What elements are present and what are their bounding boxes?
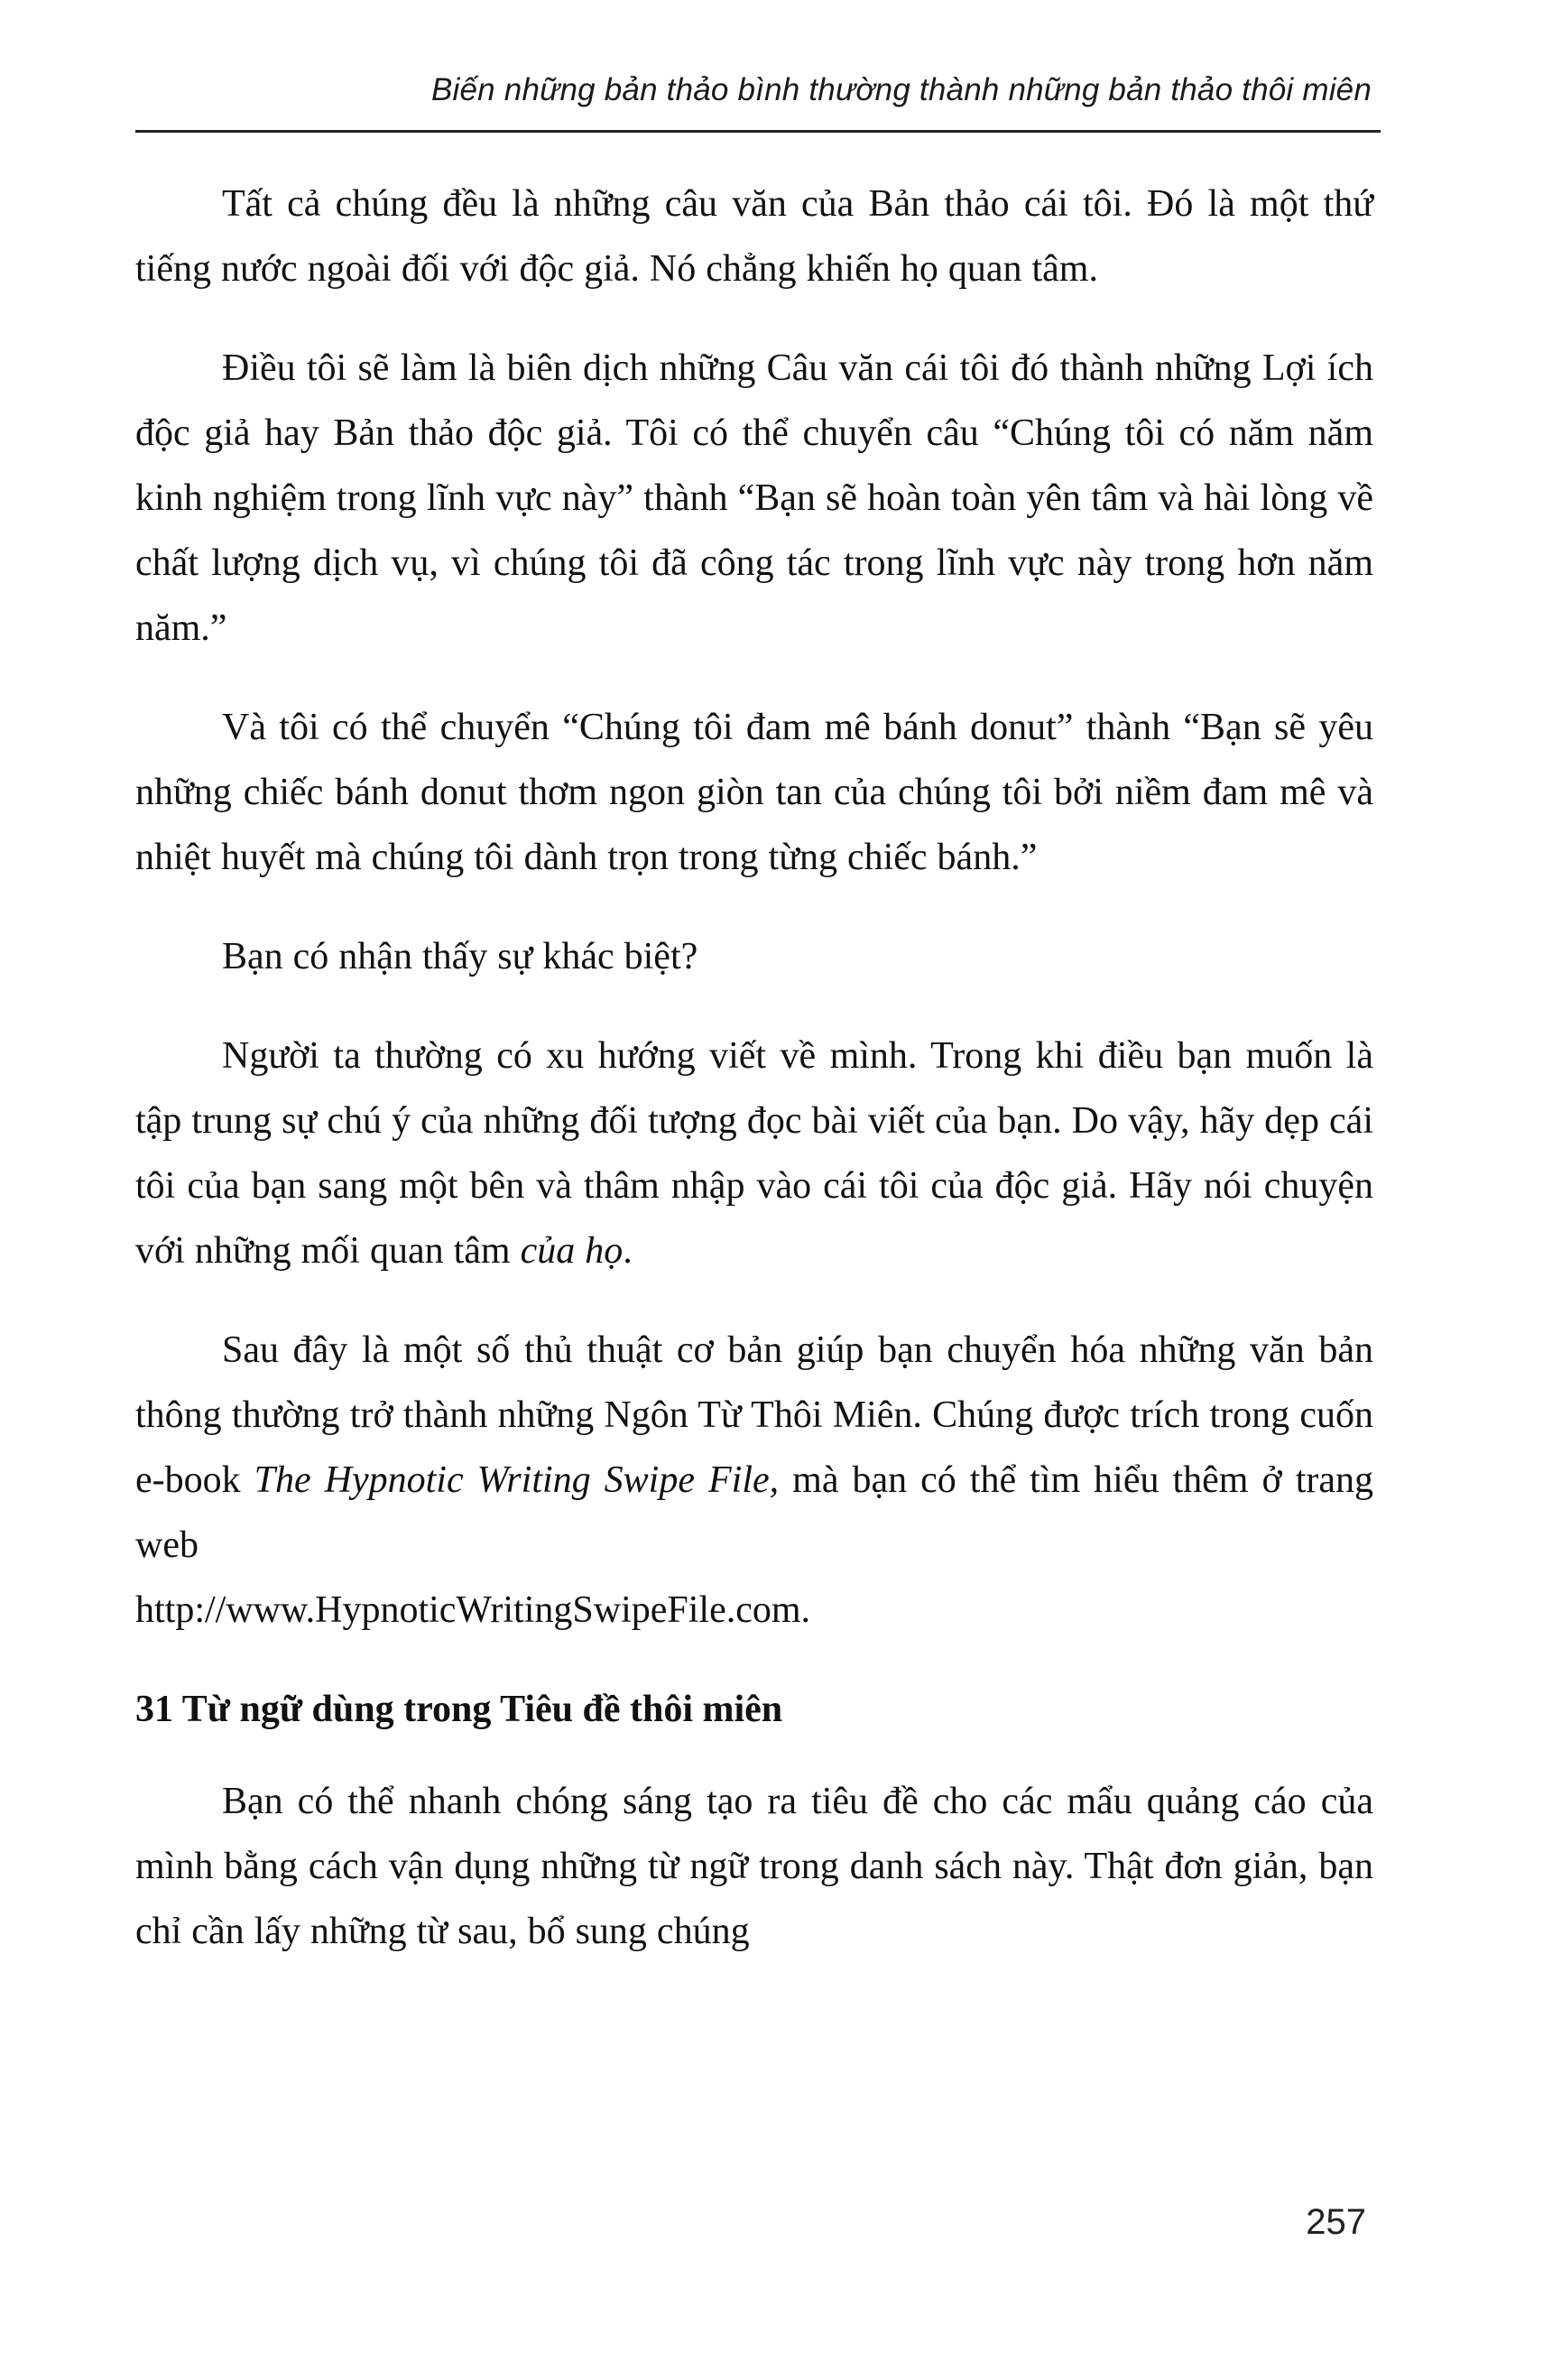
page-number: 257 bbox=[1306, 2202, 1366, 2242]
paragraph-italic-text: của họ bbox=[520, 1230, 624, 1272]
paragraph-section-intro bbox=[135, 1769, 1373, 1964]
paragraph-text: Điều tôi sẽ làm là biên dịch những Câu văn cái tôi đó thành những Lợi ích độc giả hay Bản thảo độc giả. Tôi có thể chuyển câu “Chúng tôi có năm năm kinh nghiệm trong lĩnh vực này” thành “Bạn sẽ hoàn toàn yên tâm và hài lòng về chất lượng dịch vụ, vì chúng tôi đã công tác trong lĩnh vực này trong hơn năm năm.” bbox=[135, 347, 1373, 649]
paragraph-reader-focus bbox=[135, 1023, 1373, 1283]
paragraph-swipe-file bbox=[135, 1318, 1373, 1643]
paragraph-text: Và tôi có thể chuyển “Chúng tôi đam mê bánh donut” thành “Bạn sẽ yêu những chiếc bánh donut thơm ngon giòn tan của chúng tôi bởi niềm đam mê và nhiệt huyết mà chúng tôi dành trọn trong từng chiếc bánh.” bbox=[135, 707, 1373, 878]
paragraph-text: Sau đây là một số thủ thuật cơ bản giúp bạn chuyển hóa những văn bản thông thường trở thành những Ngôn Từ Thôi Miên. Chúng được trích trong cuốn e-book bbox=[135, 1329, 1373, 1501]
running-header bbox=[135, 65, 1381, 133]
section-heading: 31 Từ ngữ dùng trong Tiêu đề thôi miên bbox=[135, 1689, 783, 1730]
paragraph-text: Tất cả chúng đều là những câu văn của Bản thảo cái tôi. Đó là một thứ tiếng nước ngoài đối với độc giả. Nó chẳng khiến họ quan tâm. bbox=[135, 183, 1373, 290]
paragraph-text: Bạn có nhận thấy sự khác biệt? bbox=[222, 936, 698, 977]
paragraph-translation-example bbox=[135, 336, 1373, 661]
running-header-title: Biến những bản thảo bình thường thành những bản thảo thôi miên bbox=[431, 72, 1372, 107]
paragraph-text-end: mà bạn có thể tìm hiểu thêm ở trang web bbox=[135, 1459, 1373, 1566]
paragraph-ego-sentences bbox=[135, 171, 1373, 301]
website-url: http://www.HypnoticWritingSwipeFile.com. bbox=[135, 1589, 811, 1631]
paragraph-text: Người ta thường có xu hướng viết về mình. Trong khi điều bạn muốn là tập trung sự chú ý của những đối tượng đọc bài viết của bạn. Do vậy, hãy dẹp cái tôi của bạn sang một bên và thâm nhập vào cái tôi của độc giả. Hãy nói chuyện với những mối quan tâm bbox=[135, 1035, 1373, 1272]
paragraph-text: Bạn có thể nhanh chóng sáng tạo ra tiêu đề cho các mẩu quảng cáo của mình bằng cách vận dụng những từ ngữ trong danh sách này. Thật đơn giản, bạn chỉ cần lấy những từ sau, bổ sung chúng bbox=[135, 1781, 1373, 1952]
paragraph-donut-example bbox=[135, 695, 1373, 890]
paragraph-text-end: . bbox=[623, 1230, 633, 1272]
page-body bbox=[135, 171, 1373, 1998]
paragraph-question bbox=[135, 924, 1373, 989]
book-title-italic: The Hypnotic Writing Swipe File, bbox=[254, 1459, 780, 1501]
